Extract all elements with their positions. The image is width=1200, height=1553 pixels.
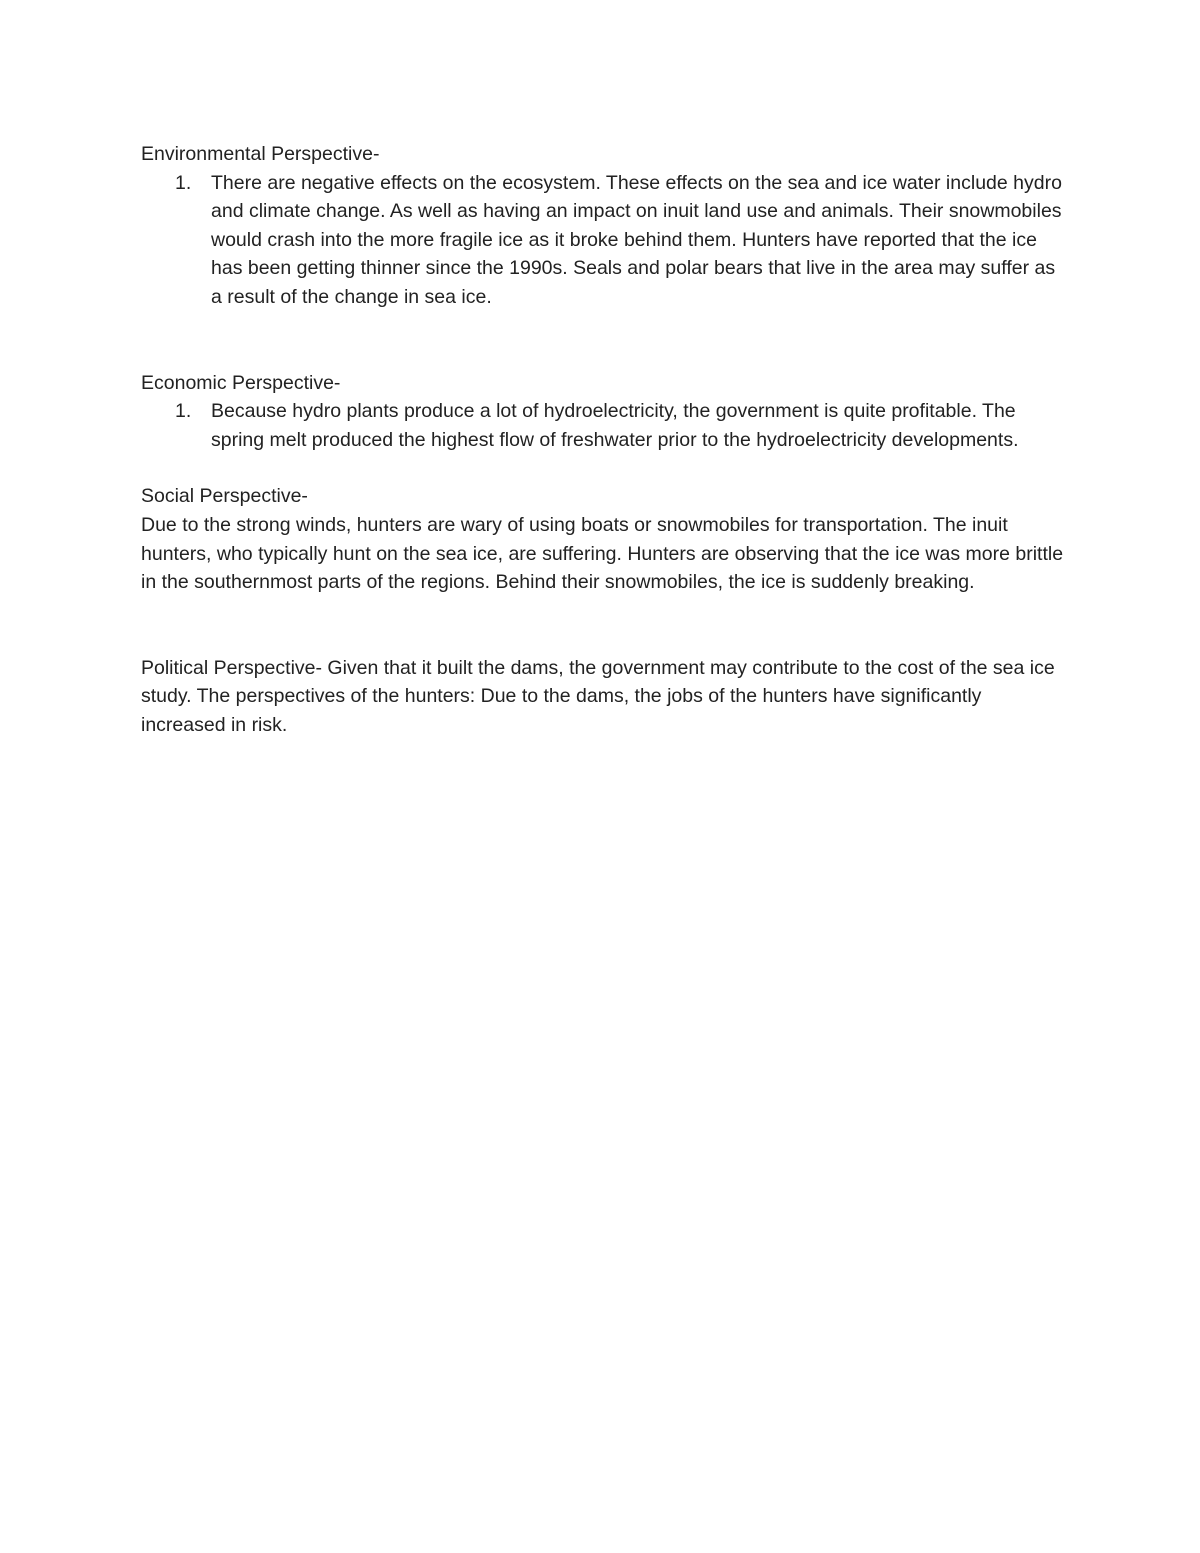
document-page [141,140,1071,740]
spacer [141,597,1071,654]
environmental-heading: Environmental Perspective- [141,143,380,165]
list-text: There are negative effects on the ecosystem. These effects on the sea and ice water include hydro and climate change. As well as having an impact on inuit land use and animals. Their snowmobiles would crash into the more fragile ice as it broke behind them. Hunters have reported that the ice has been getting thinner since the 1990s. Seals and polar bears that live in the area may suffer as a result of the change in sea ice. [211,171,1062,308]
list-text: Because hydro plants produce a lot of hydroelectricity, the government is quite profitable. The spring melt produced the highest flow of freshwater prior to the hydroelectricity developments. [211,400,1019,451]
economic-list [141,397,1071,454]
spacer [141,454,1071,482]
economic-heading: Economic Perspective- [141,371,341,394]
social-heading: Social Perspective- [141,485,308,508]
environmental-list [141,169,1071,312]
political-paragraph: Political Perspective- Given that it built the dams, the government may contribute to the cost of the sea ice study. The perspectives of the hunters: Due to the dams, the jobs of the hunters have significantly increased in risk. [141,656,1055,736]
social-body: Due to the strong winds, hunters are wary of using boats or snowmobiles for transportation. The inuit hunters, who typically hunt on the sea ice, are suffering. Hunters are observing that the ice was more brittle in the southernmost parts of the regions. Behind their snowmobiles, the ice is suddenly breaking. [141,513,1064,594]
spacer [141,312,1071,369]
list-number: 1. [175,171,192,194]
social-section [141,482,1071,596]
list-number: 1. [175,400,192,423]
list-item [141,397,1071,454]
economic-section [141,369,1071,455]
list-item [141,169,1071,312]
environmental-section [141,140,1071,312]
political-section [141,654,1071,740]
